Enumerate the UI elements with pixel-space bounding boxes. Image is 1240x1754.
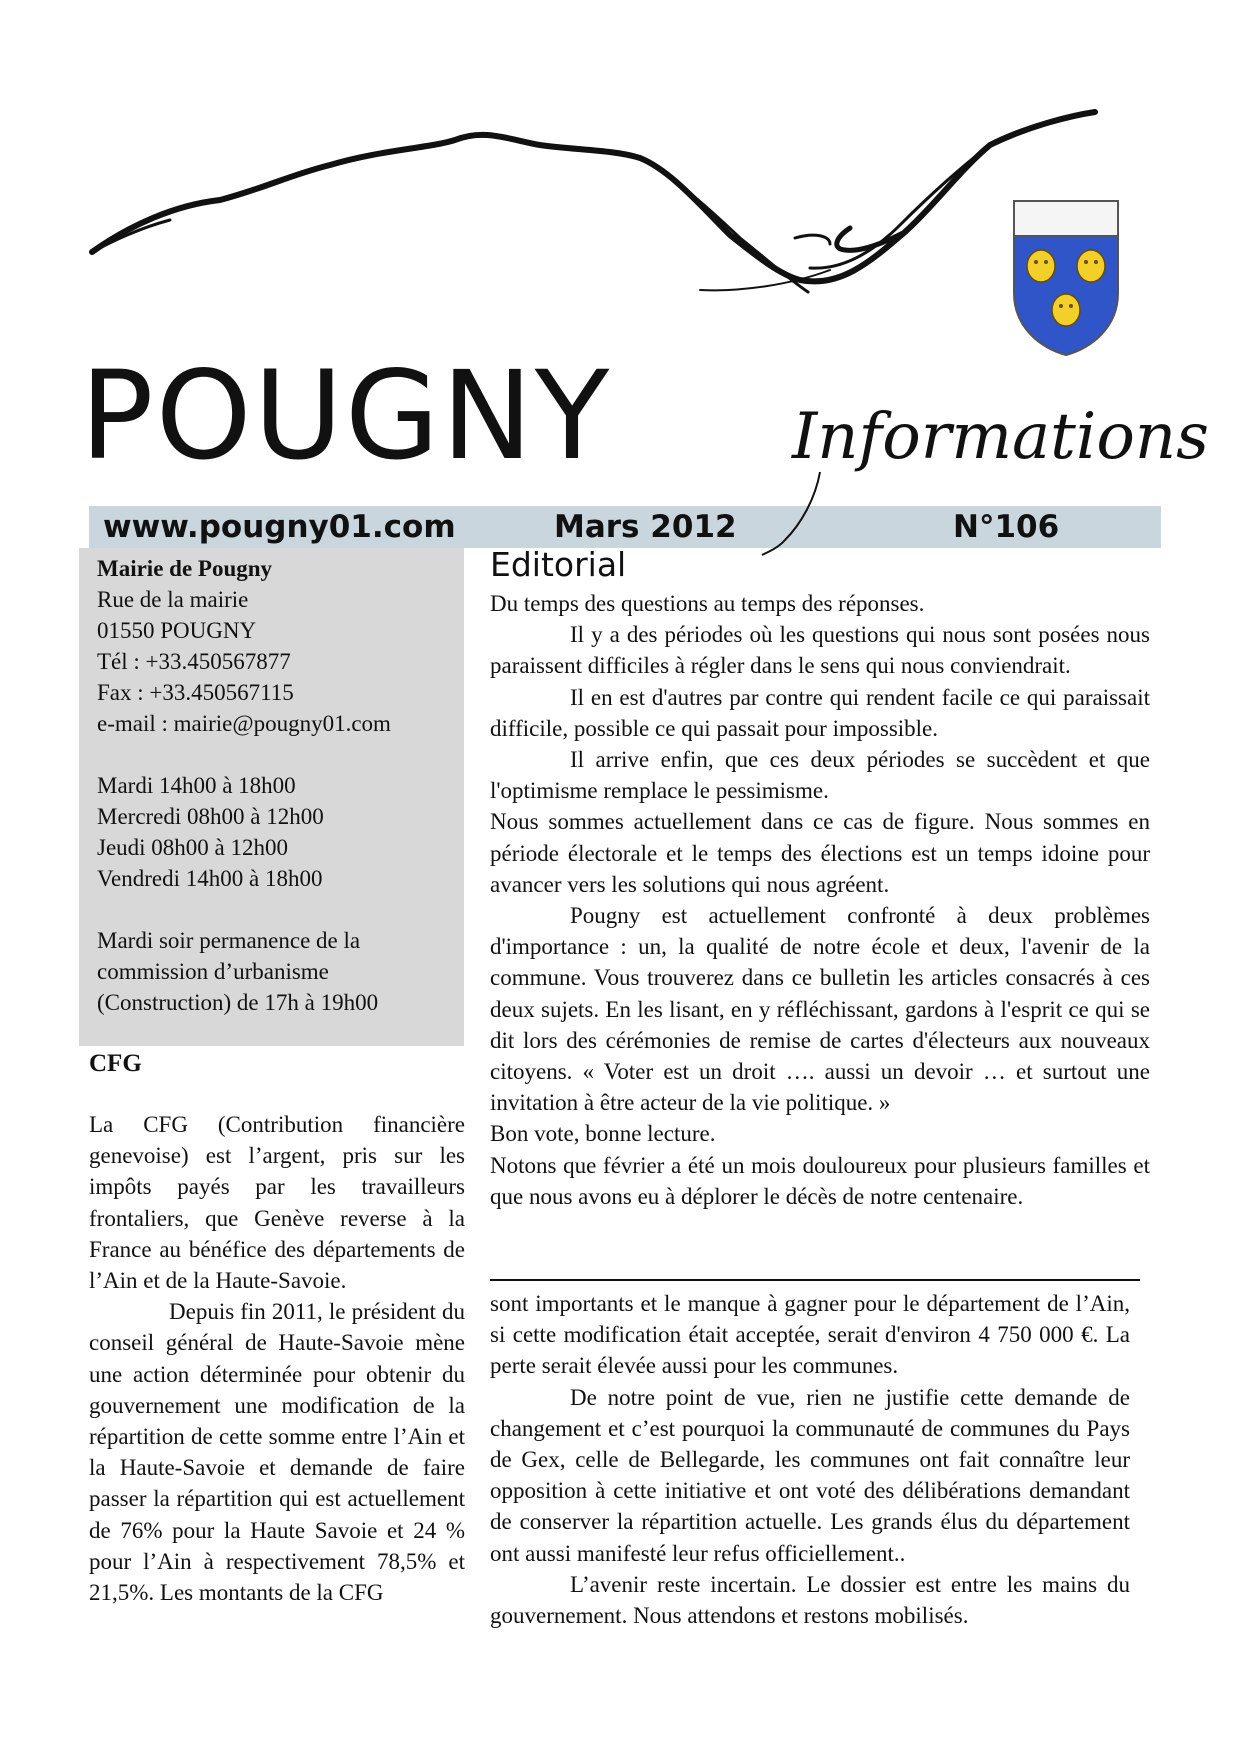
masthead-title: POUGNY [80, 345, 612, 487]
editorial-paragraph: Nous sommes actuellement dans ce cas de figure. Nous sommes en période électorale et le temps des élections est un temps idoine pour avancer vers les solutions qui nous agréent. [490, 809, 1150, 897]
cfg-paragraph: La CFG (Contribution financière genevoise) est l’argent, pris sur les impôts payés par les travailleurs frontaliers, que Genève reverse à la France au bénéfice des départements de l’Ain et de la Haute-Savoie. [89, 1112, 465, 1294]
editorial-paragraph: Il en est d'autres par contre qui rendent facile ce qui paraissait difficile, possible ce qui passait pour impossible. [490, 684, 1150, 741]
contact-address: Rue de la mairie [97, 587, 249, 612]
cfg-paragraph: De notre point de vue, rien ne justifie cette demande de changement et c’est pourquoi la communauté de communes du Pays de Gex, celle de Bellegarde, les communes ont fait connaître leur opposition à cette initiative et ont voté des délibérations demandant de conserver la répartition actuelle. Les grands élus du département ont aussi manifesté leur refus officiellement.. [490, 1384, 1130, 1566]
editorial-paragraph: Notons que février a été un mois douloureux pour plusieurs familles et que nous avons eu à déplorer le décès de notre centenaire. [490, 1152, 1150, 1209]
section-divider [490, 1279, 1140, 1281]
hours-wednesday: Mercredi 08h00 à 12h00 [97, 804, 324, 829]
coat-of-arms-icon [1011, 198, 1121, 358]
contact-fax: Fax : +33.450567115 [97, 680, 294, 705]
editorial-lead: Du temps des questions au temps des réponses. [490, 591, 925, 616]
editorial-paragraph: Pougny est actuellement confronté à deux problèmes d'importance : un, la qualité de notre école et deux, l'avenir de la commune. Vous trouverez dans ce bulletin les articles consacrés à ces deux sujets. En les lisant, en y réfléchissant, gardons à l'esprit ce qui se dit lors des cérémonies de remise de cartes d'électeurs aux nouveaux citoyens. « Voter est un droit …. aussi un devoir … et surtout une invitation à être acteur de la vie politique. » [490, 903, 1150, 1116]
cfg-article-continued [490, 1288, 1130, 1631]
hours-tuesday: Mardi 14h00 à 18h00 [97, 773, 296, 798]
editorial-paragraph: Bon vote, bonne lecture. [490, 1121, 716, 1147]
editorial-article [490, 588, 1150, 1212]
cfg-paragraph: L’avenir reste incertain. Le dossier est entre les mains du gouvernement. Nous attendons et restons mobilisés. [490, 1571, 1130, 1629]
swash-icon [760, 470, 840, 560]
hours-friday: Vendredi 14h00 à 18h00 [97, 866, 323, 891]
cfg-paragraph: Depuis fin 2011, le président du conseil général de Haute-Savoie mène une action déterminée pour obtenir du gouvernement une modification de la répartition de cette somme entre l’Ain et la Haute-Savoie et demande de faire passer la répartition qui est actuellement de 76% pour la Haute Savoie et 24 % pour l’Ain à respectivement 78,5% et 21,5%. Les montants de la CFG [89, 1299, 465, 1606]
cfg-title: CFG [89, 1050, 142, 1077]
contact-name: Mairie de Pougny [97, 556, 273, 581]
editorial-title: Editorial [490, 545, 627, 584]
contact-postcode: 01550 POUGNY [97, 618, 257, 643]
cfg-article [89, 1109, 465, 1608]
issue-date: Mars 2012 [554, 509, 737, 545]
contact-phone: Tél : +33.450567877 [97, 649, 291, 674]
issue-number: N°106 [953, 509, 1060, 545]
editorial-paragraph: Il arrive enfin, que ces deux périodes se succèdent et que l'optimisme remplace le pessimisme. [490, 747, 1150, 804]
hours-thursday: Jeudi 08h00 à 12h00 [97, 835, 289, 860]
contact-box [79, 548, 464, 1046]
contact-email[interactable]: e-mail : mairie@pougny01.com [97, 711, 391, 736]
editorial-paragraph: Il y a des périodes où les questions qui nous sont posées nous paraissent difficiles à régler dans le sens qui nous conviendrait. [490, 622, 1150, 679]
masthead-band [89, 506, 1161, 548]
masthead-subtitle: Informations [792, 400, 1209, 474]
website-link[interactable]: www.pougny01.com [103, 509, 456, 545]
cfg-paragraph: sont importants et le manque à gagner pour le département de l’Ain, si cette modification était acceptée, serait d'environ 4 750 000 €. La perte serait élevée aussi pour les communes. [490, 1291, 1130, 1379]
urbanism-note: Mardi soir permanence de la commission d’urbanisme (Construction) de 17h à 19h00 [97, 928, 379, 1015]
